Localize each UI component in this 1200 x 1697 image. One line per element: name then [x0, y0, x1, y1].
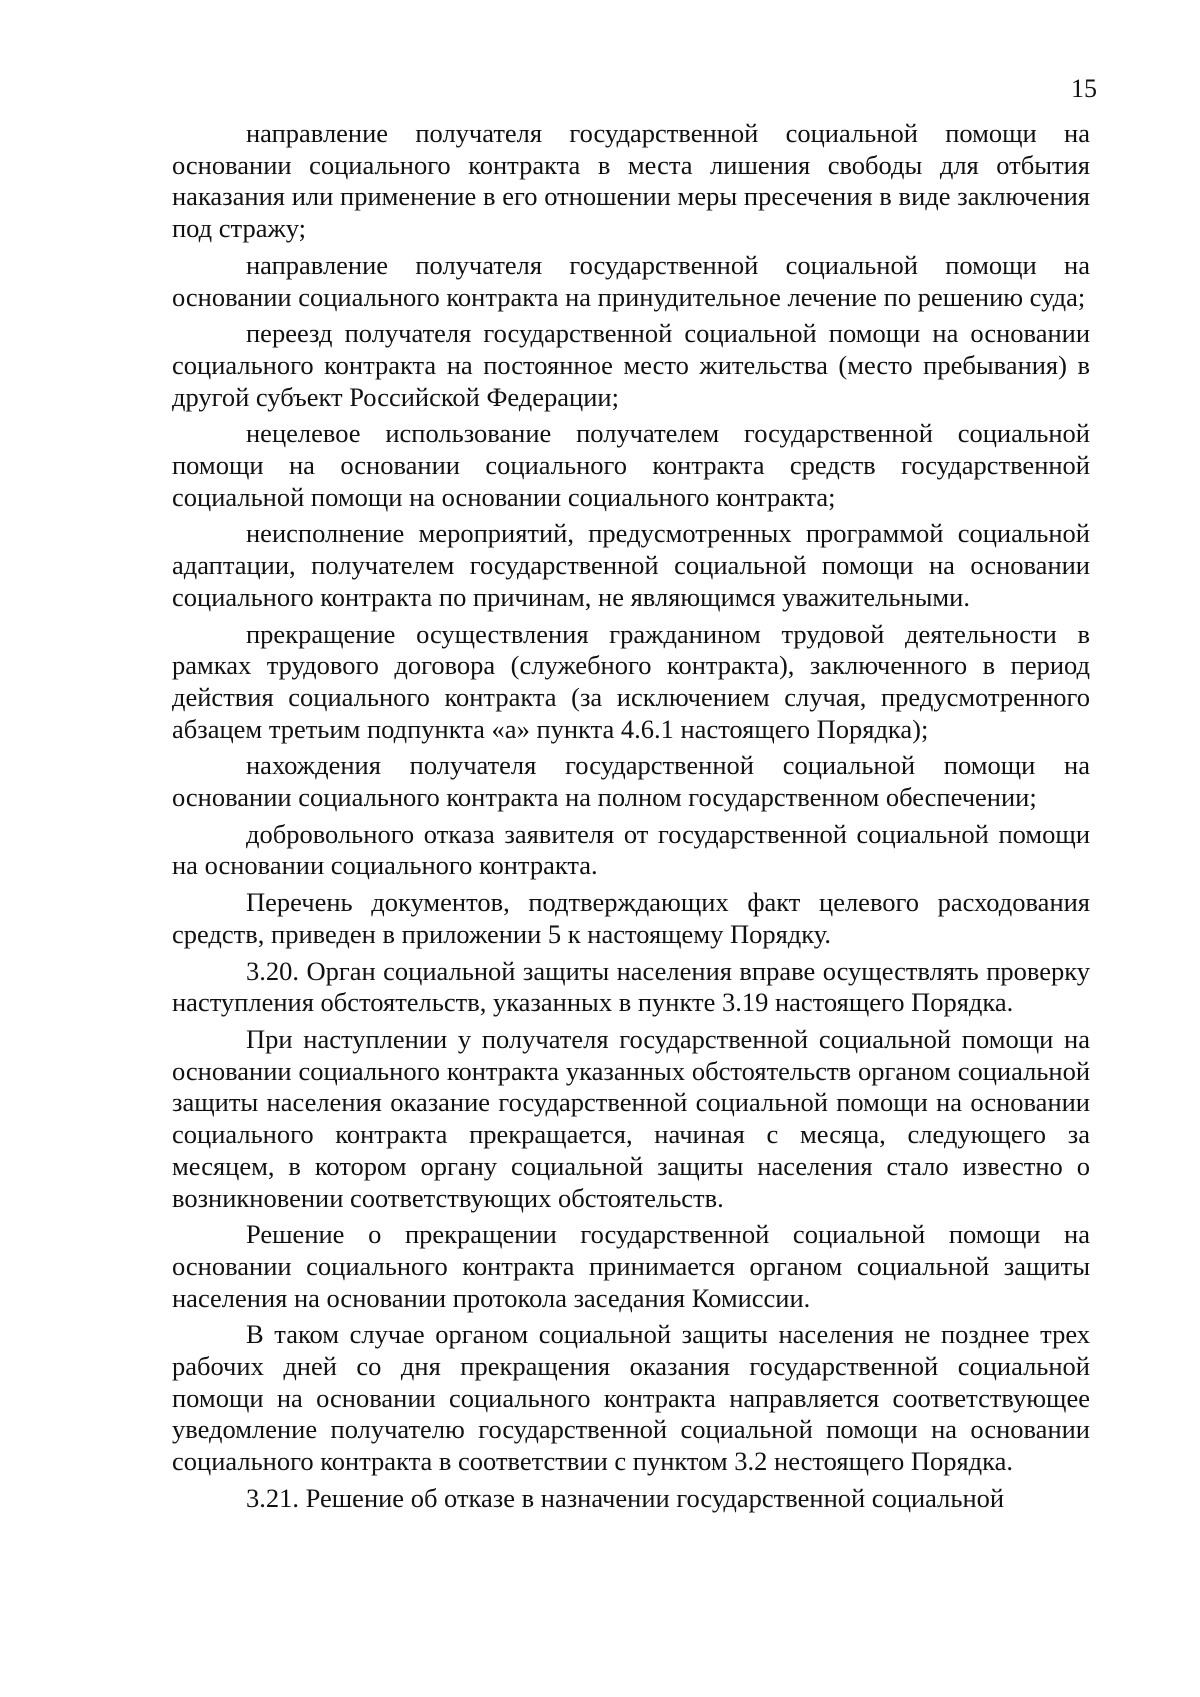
paragraph: добровольного отказа заявителя от государственной социальной помощи на основании социального контракта. [172, 818, 1090, 881]
paragraph: 3.20. Орган социальной защиты населения вправе осуществлять проверку наступления обстоятельств, указанных в пункте 3.19 настоящего Порядка. [172, 955, 1090, 1018]
paragraph: нецелевое использование получателем государственной социальной помощи на основании социального контракта средств государственной социальной помощи на основании социального контракта; [172, 418, 1090, 512]
document-body [172, 118, 1090, 1520]
page-number: 15 [1071, 74, 1097, 103]
paragraph: Перечень документов, подтверждающих факт целевого расходования средств, приведен в приложении 5 к настоящему Порядку. [172, 887, 1090, 949]
paragraph: направление получателя государственной социальной помощи на основании социального контракта в места лишения свободы для отбытия наказания или применение в его отношении меры пресечения в виде заключения под стражу; [172, 118, 1090, 244]
paragraph: Решение о прекращении государственной социальной помощи на основании социального контракта принимается органом социальной защиты населения на основании протокола заседания Комиссии. [172, 1219, 1090, 1313]
paragraph: В таком случае органом социальной защиты населения не позднее трех рабочих дней со дня прекращения оказания государственной социальной помощи на основании социального контракта направляется соответствующее уведомление получателю государственной социальной помощи на основании социального контракта в соответствии с пунктом 3.2 нестоящего Порядка. [172, 1319, 1090, 1477]
paragraph: неисполнение мероприятий, предусмотренных программой социальной адаптации, получателем государственной социальной помощи на основании социального контракта по причинам, не являющимся уважительными. [172, 518, 1090, 612]
paragraph: направление получателя государственной социальной помощи на основании социального контракта на принудительное лечение по решению суда; [172, 249, 1090, 312]
paragraph: прекращение осуществления гражданином трудовой деятельности в рамках трудового договора (служебного контракта), заключенного в период действия социального контракта (за исключением случая, предусмотренного абзацем третьим подпункта «а» пункта 4.6.1 настоящего Порядка); [172, 618, 1090, 744]
paragraph: При наступлении у получателя государственной социальной помощи на основании социального контракта указанных обстоятельств органом социальной защиты населения оказание государственной социальной помощи на основании социального контракта прекращается, начиная с месяца, следующего за месяцем, в котором органу социальной защиты населения стало известно о возникновении соответствующих обстоятельств. [172, 1023, 1090, 1213]
paragraph: 3.21. Решение об отказе в назначении государственной социальной [246, 1482, 1005, 1513]
paragraph: переезд получателя государственной социальной помощи на основании социального контракта на постоянное место жительства (место пребывания) в другой субъект Российской Федерации; [172, 318, 1090, 412]
paragraph: нахождения получателя государственной социальной помощи на основании социального контракта на полном государственном обеспечении; [172, 750, 1090, 813]
